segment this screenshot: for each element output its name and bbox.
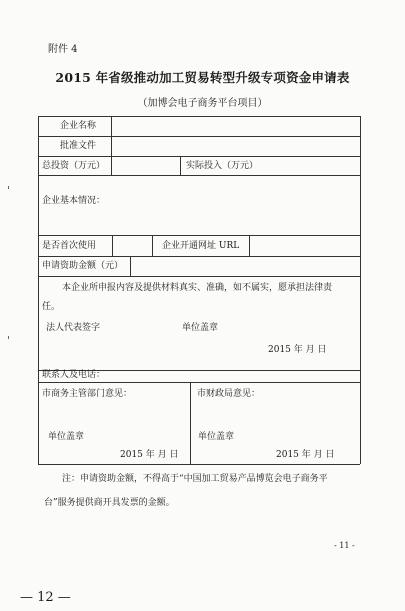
bottom-page-number: — 12 — xyxy=(20,590,71,605)
company-name-label: 企业名称 xyxy=(60,121,97,131)
col-divider xyxy=(112,235,113,256)
row-divider xyxy=(38,276,360,277)
col-divider xyxy=(152,235,153,256)
col-divider xyxy=(111,116,112,176)
row-divider xyxy=(38,382,360,383)
date-left-label: 2015 年 月 日 xyxy=(120,450,179,460)
total-investment-label: 总投资（万元） xyxy=(42,161,106,171)
url-label: 企业开通网址 URL xyxy=(162,241,240,251)
row-divider xyxy=(38,235,360,236)
date-label: 2015 年 月 日 xyxy=(268,345,327,355)
unit-seal-label: 单位盖章 xyxy=(182,323,219,333)
table-top-border xyxy=(38,116,360,117)
row-divider xyxy=(38,136,360,137)
footnote-line1: 注：申请资助金额，不得高于“中国加工贸易产品博览会电子商务平 xyxy=(62,474,328,484)
form-subtitle: （加博会电子商务平台项目） xyxy=(137,98,268,109)
table-bottom-border xyxy=(38,464,360,465)
city-commerce-label: 市商务主管部门意见： xyxy=(42,389,133,399)
col-divider xyxy=(190,382,191,464)
date-right-label: 2015 年 月 日 xyxy=(276,450,335,460)
legal-rep-label: 法人代表签字 xyxy=(46,323,101,333)
seal-left-label: 单位盖章 xyxy=(48,432,85,442)
row-divider xyxy=(38,256,360,257)
contact-label: 联系人及电话： xyxy=(42,370,106,380)
col-divider xyxy=(130,256,131,276)
table-left-border xyxy=(38,116,39,464)
actual-investment-label: 实际投入（万元） xyxy=(186,161,259,171)
table-right-border xyxy=(360,116,361,464)
first-use-label: 是否首次使用 xyxy=(42,241,97,251)
approval-doc-label: 批准文件 xyxy=(60,141,97,151)
binding-mark xyxy=(8,336,9,339)
declaration-text-line2: 任。 xyxy=(42,302,61,312)
binding-mark xyxy=(8,186,9,189)
footnote-line2: 台”服务提供商开具发票的金额。 xyxy=(44,498,175,508)
apply-amount-label: 申请资助金额（元） xyxy=(42,261,124,271)
declaration-text-line1: 本企业所申报内容及提供材料真实、准确，如不属实，愿承担法律责 xyxy=(62,283,333,293)
row-divider xyxy=(38,175,360,176)
page-number: - 11 - xyxy=(334,541,355,550)
col-divider xyxy=(180,156,181,176)
form-title: 2015 年省级推动加工贸易转型升级专项资金申请表 xyxy=(55,70,350,85)
company-basic-label: 企业基本情况： xyxy=(42,196,106,206)
row-divider xyxy=(38,156,360,157)
seal-right-label: 单位盖章 xyxy=(198,432,235,442)
city-finance-label: 市财政局意见： xyxy=(197,389,261,399)
attachment-label: 附件 4 xyxy=(48,44,78,55)
col-divider xyxy=(249,235,250,256)
